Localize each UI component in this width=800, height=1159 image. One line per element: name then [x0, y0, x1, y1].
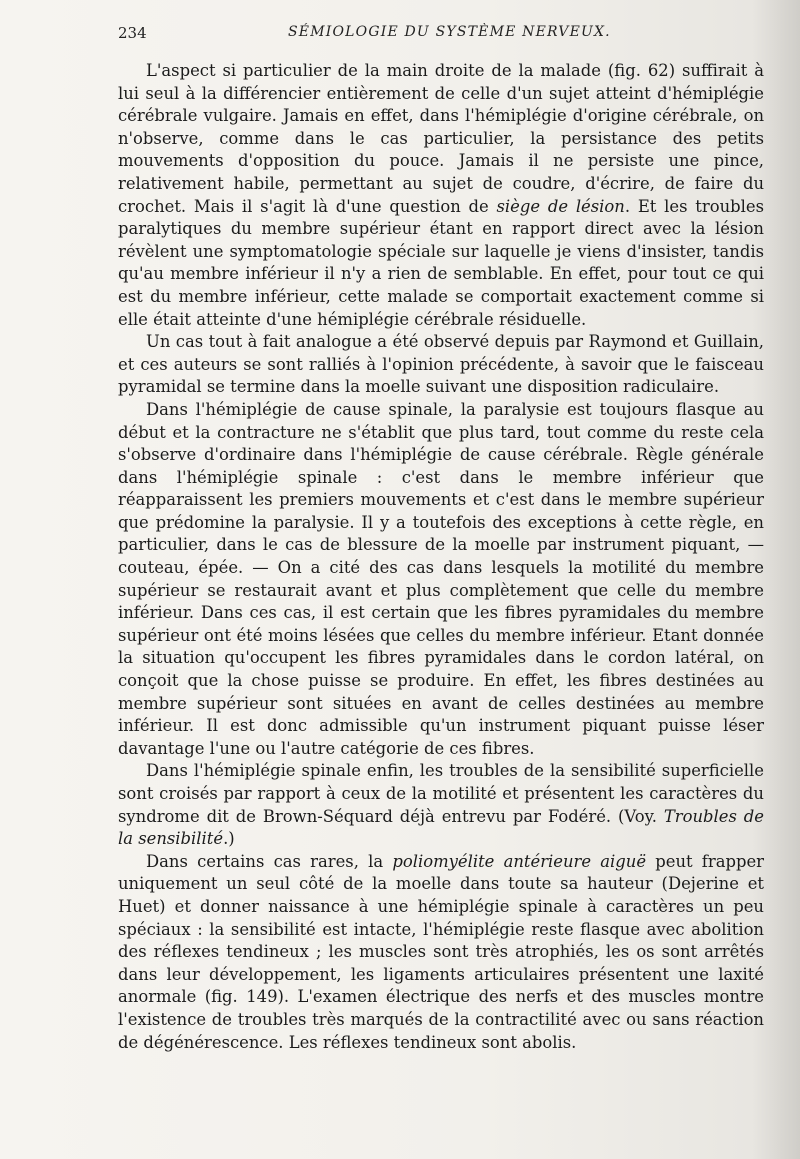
- page-number: 234: [118, 24, 147, 42]
- paragraph-text: peut frapper uniquement un seul côté de la moelle dans toute sa hauteur (Dejerine et Huet) et donner naissance à une hémiplégie spinale à caractères un peu spéciaux : la sensibilité est intacte, l'hémiplégie reste flasque avec abolition des réflexes tendineux ; les muscles sont très atrophiés, les os sont arrêtés dans leur développement, les ligaments articulaires présentent une laxité anormale (fig. 149). L'examen électrique des nerfs et des muscles montre l'existence de troubles très marqués de la contractilité avec ou sans réaction de dégénérescence. Les réflexes tendineux sont abolis.: [118, 851, 765, 1052]
- paragraph-text: Dans l'hémiplégie de cause spinale, la paralysie est toujours flasque au début et la contracture ne s'établit que plus tard, tout comme du reste cela s'observe d'ordinaire dans l'hémiplégie de cause cérébrale. Règle générale dans l'hémiplégie spinale : c'est dans le membre inférieur que réapparaissent les premiers mouvements et c'est dans le membre supérieur que prédomine la paralysie. Il y a toutefois des exceptions à cette règle, en particulier, dans le cas de blessure de la moelle par instrument piquant, — couteau, épée. — On a cité des cas dans lesquels la motilité du membre supérieur se restaurait avant et plus complètement que celle du membre inférieur. Dans ces cas, il est certain que les fibres pyramidales du membre supérieur ont été moins lésées que celles du membre inférieur. Etant donnée la situation qu'occupent les fibres pyramidales dans le cordon latéral, on conçoit que la chose puisse se produire. En effet, les fibres destinées au membre supérieur sont situées en avant de celles destinées au membre inférieur. Il est donc admissible qu'un instrument piquant puisse léser davantage l'une ou l'autre catégorie de ces fibres.: [118, 399, 764, 758]
- running-head: SÉMIOLOGIE DU SYSTÈME NERVEUX.: [288, 24, 611, 40]
- paragraph-text: . Et les troubles paralytiques du membre supérieur étant en rapport direct avec la lésion révèlent une symptomatologie spéciale sur laquelle je viens d'insister, tandis qu'au membre inférieur il n'y a rien de semblable. En effet, pour tout ce qui est du membre inférieur, cette malade se comportait exactement comme si elle était atteinte d'une hémiplégie cérébrale résiduelle.: [118, 196, 764, 329]
- paragraph-2: [118, 331, 764, 399]
- paragraph-text: L'aspect si particulier de la main droite de la malade (fig. 62) suffirait à lui seul à la différencier entièrement de celle d'un sujet atteint d'hémiplégie cérébrale vulgaire. Jamais en effet, dans l'hémiplégie d'origine cérébrale, on n'observe, comme dans le cas particulier, la persistance des petits mouvements d'opposition du pouce. Jamais il ne persiste une pince, relativement habile, permettant au sujet de coudre, d'écrire, de faire du crochet. Mais il s'agit là d'une question de: [118, 61, 764, 216]
- paragraph-text: Dans certains cas rares, la: [146, 851, 393, 871]
- paragraph-text: .): [223, 829, 235, 849]
- paragraph-text: Un cas tout à fait analogue a été observé depuis par Raymond et Guillain, et ces auteurs se sont ralliés à l'opinion précédente, à savoir que le faisceau pyramidal se termine dans la moelle suivant une disposition radiculaire.: [118, 332, 764, 397]
- page-header: [118, 24, 758, 44]
- emphasis-poliomyelite: poliomyélite antérieure aiguë: [392, 851, 647, 871]
- paragraph-5: [118, 851, 764, 1054]
- emphasis-siege-de-lesion: siège de lésion: [496, 196, 625, 216]
- emphasis-troubles-sensibilite: Troubles de la sensibilité: [118, 806, 764, 849]
- paragraph-3: [118, 399, 764, 761]
- body-text: [118, 60, 764, 1054]
- paragraph-4: [118, 760, 764, 850]
- paragraph-1: [118, 60, 764, 331]
- paragraph-text: Dans l'hémiplégie spinale enfin, les troubles de la sensibilité superficielle sont croisés par rapport à ceux de la motilité et présentent les caractères du syndrome dit de Brown-Séquard déjà entrevu par Fodéré. (Voy.: [118, 761, 764, 826]
